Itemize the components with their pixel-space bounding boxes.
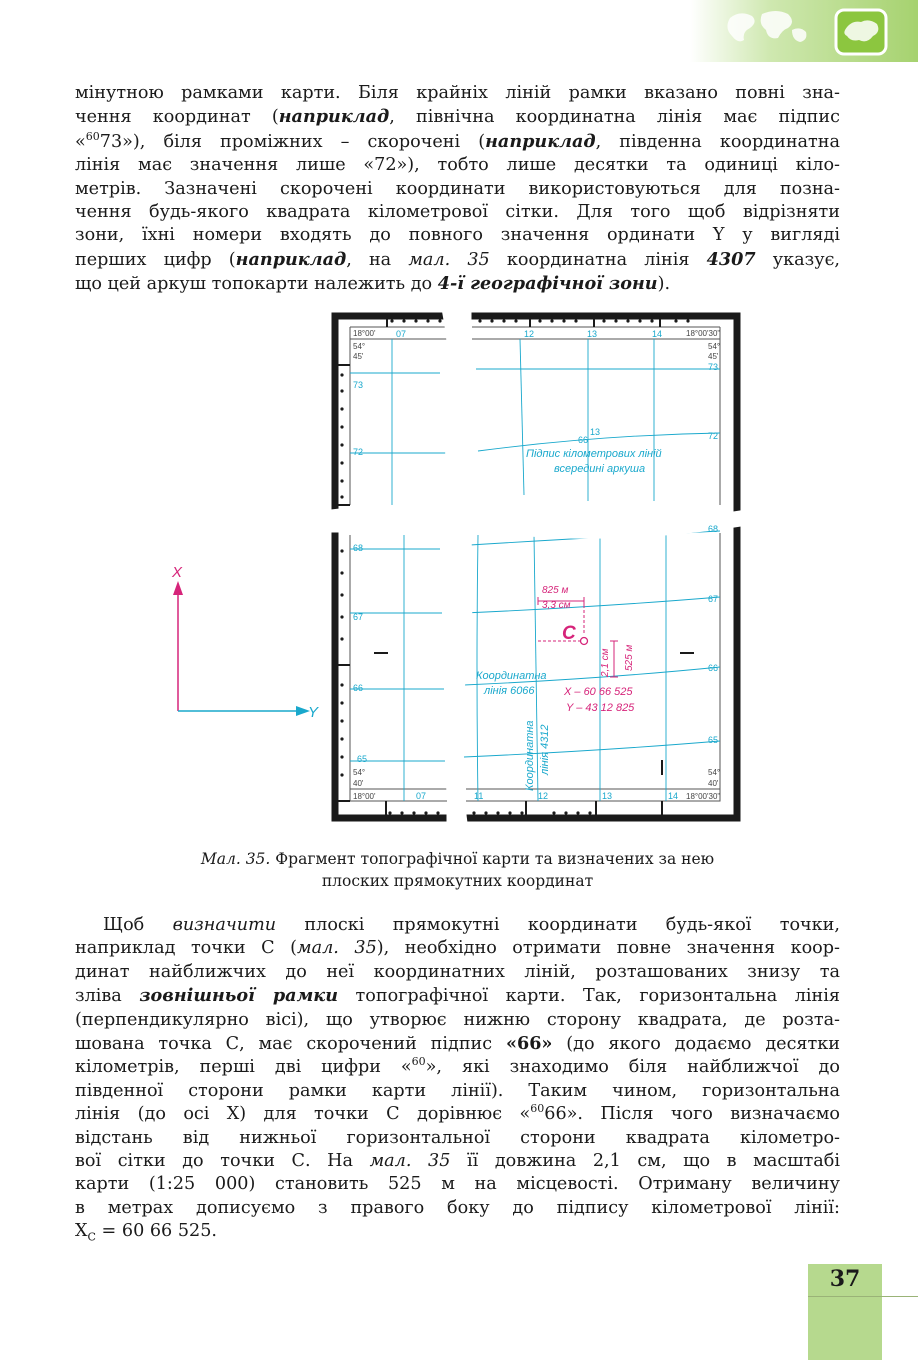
grid-label-right: 67 <box>708 594 719 604</box>
text-line: що цей аркуш топокарти належить до 4-ї географічної зони). <box>75 273 671 295</box>
grid-label-right: 68 <box>708 524 719 534</box>
ukraine-map-icon <box>836 10 886 54</box>
header-decoration <box>690 0 918 70</box>
right-minute-label: 54° <box>708 342 721 351</box>
grid-label-bottom: 13 <box>602 791 613 801</box>
grid-label-left: 72 <box>353 447 364 457</box>
grid-label: 14 <box>652 329 663 339</box>
text-line: кілометрів, перші дві цифри «$^{60}$», які знаходимо біля найближчої до <box>75 1055 840 1078</box>
text-line: динат найближчих до неї координатних ліній, розташованих знизу та <box>75 961 840 982</box>
caption-text: Фрагмент топографічної карти та визначених за нею <box>275 850 715 868</box>
coord-y-value: Y – 43 12 825 <box>566 702 635 714</box>
grid-label-right: 65 <box>708 735 719 745</box>
coord-line-label: лінія 4312 <box>539 724 551 775</box>
text-line: метрів. Зазначені скорочені координати використовуються для позна- <box>75 178 840 199</box>
paragraph-intro <box>75 82 840 297</box>
text-line: «$^{60}$73»), біля проміжних – скорочені (наприклад, південна координатна <box>75 129 840 152</box>
text-line: південної сторони рамки карти лінії). Таким чином, горизонтальна <box>75 1080 840 1101</box>
grid-label-left: 67 <box>353 612 364 622</box>
distance-label: 3,3 см <box>542 600 571 611</box>
text-line: (перпендикулярно вісі), що утворює нижню сторону квадрата, де розта- <box>75 1009 840 1030</box>
grid-label-left: 68 <box>353 543 364 553</box>
text-line: чення координат (наприклад, північна координатна лінія має підпис <box>75 106 840 128</box>
page-number: 37 <box>829 1266 861 1292</box>
annotation-text: всередині аркуша <box>554 463 646 475</box>
coord-line-label: Координатна <box>524 720 536 791</box>
caption-label: Мал. 35. <box>200 850 271 868</box>
figure-caption <box>75 848 840 892</box>
point-label: C <box>562 623 576 644</box>
right-minute-label: 40' <box>708 779 719 788</box>
top-degree-label: 18°00' <box>353 329 376 338</box>
grid-label-bottom: 12 <box>538 791 549 801</box>
text-line: вої сітки до точки С. На мал. 35 її довжина 2,1 см, що в масштабі <box>75 1151 840 1172</box>
text-line: в метрах дописуємо з правого боку до підпису кілометрової лінії: <box>75 1197 840 1218</box>
grid-label: 12 <box>524 329 535 339</box>
inner-grid-label: 13 <box>590 427 601 437</box>
grid-label-right: 73 <box>708 362 719 372</box>
inner-grid-label: 66 <box>578 435 589 445</box>
grid-label-right: 72 <box>708 431 719 441</box>
text-line: Щоб визначити плоскі прямокутні координати будь-якої точки, <box>103 915 840 935</box>
grid-label-bottom: 14 <box>668 791 679 801</box>
text-line: зони, їхні номери входять до повного значення ординати Y у вигляді <box>75 225 840 246</box>
left-minute-label: 40' <box>353 779 364 788</box>
coord-x-value: X – 60 66 525 <box>564 686 633 698</box>
paragraph-method <box>75 914 840 1244</box>
left-minute-label: 45' <box>353 352 364 361</box>
text-line: мінутною рамками карти. Біля крайніх ліній рамки вказано повні зна- <box>75 83 840 103</box>
left-minute-label: 54° <box>353 342 366 351</box>
annotation-text: Підпис кілометрових ліній <box>526 448 662 460</box>
axis-x-label: X <box>172 564 183 581</box>
text-line: відстань від нижньої горизонтальної сторони квадрата кілометро- <box>75 1127 840 1148</box>
distance-label: 2,1 см <box>600 648 611 677</box>
grid-label-right: 66 <box>708 663 719 673</box>
text-line: чення будь-якого квадрата кілометрової сітки. Для того щоб відрізняти <box>75 202 840 223</box>
text-line: наприклад точки С (мал. 35), необхідно отримати повне значення коор- <box>75 938 840 959</box>
text-line: перших цифр (наприклад, на мал. 35 координатна лінія 4307 указує, <box>75 248 841 270</box>
text-line: $X_C = 60$ 66 525. <box>75 1221 218 1244</box>
text-line: шована точка С, має скорочений підпис «66» (до якого додаємо десятки <box>75 1033 840 1055</box>
caption-line-1 <box>75 848 840 870</box>
grid-label-left: 66 <box>353 683 364 693</box>
right-minute-label: 54° <box>708 768 721 777</box>
grid-label-left: 73 <box>353 380 364 390</box>
axis-y-label: Y <box>308 704 319 721</box>
bottom-degree-label: 18°00' <box>353 792 376 801</box>
axes <box>171 564 319 721</box>
right-minute-label: 45' <box>708 352 719 361</box>
distance-label: 525 м <box>624 644 635 671</box>
coord-line-label: лінія 6066 <box>484 685 535 697</box>
top-degree-label: 18°00'30" <box>686 329 721 338</box>
grid-label-bottom: 07 <box>416 791 427 801</box>
text-line: лінія має значення лише «72»), тобто лише десятки та одиниці кіло- <box>75 155 840 176</box>
grid-label: 07 <box>396 329 407 339</box>
text-line: лінія (до осі X) для точки С дорівнює «$^{60}$66». Після чого визначаємо <box>75 1102 840 1125</box>
distance-label: 825 м <box>542 585 569 596</box>
grid-label: 13 <box>587 329 598 339</box>
topographic-map-figure <box>160 305 750 835</box>
text-line: карти (1:25 000) становить 525 м на місцевості. Отриману величину <box>75 1174 840 1195</box>
text-line: зліва зовнішньої рамки топографічної карти. Так, горизонтальна лінія <box>75 985 841 1007</box>
bottom-degree-label: 18°00'30" <box>686 792 721 801</box>
left-minute-label: 54° <box>353 768 366 777</box>
caption-line-2: плоских прямокутних координат <box>321 872 594 890</box>
grid-label-left: 65 <box>357 754 368 764</box>
grid-label-bottom: 11 <box>474 791 484 801</box>
page-number-rule <box>808 1296 918 1297</box>
coord-line-label: Координатна <box>476 670 547 682</box>
